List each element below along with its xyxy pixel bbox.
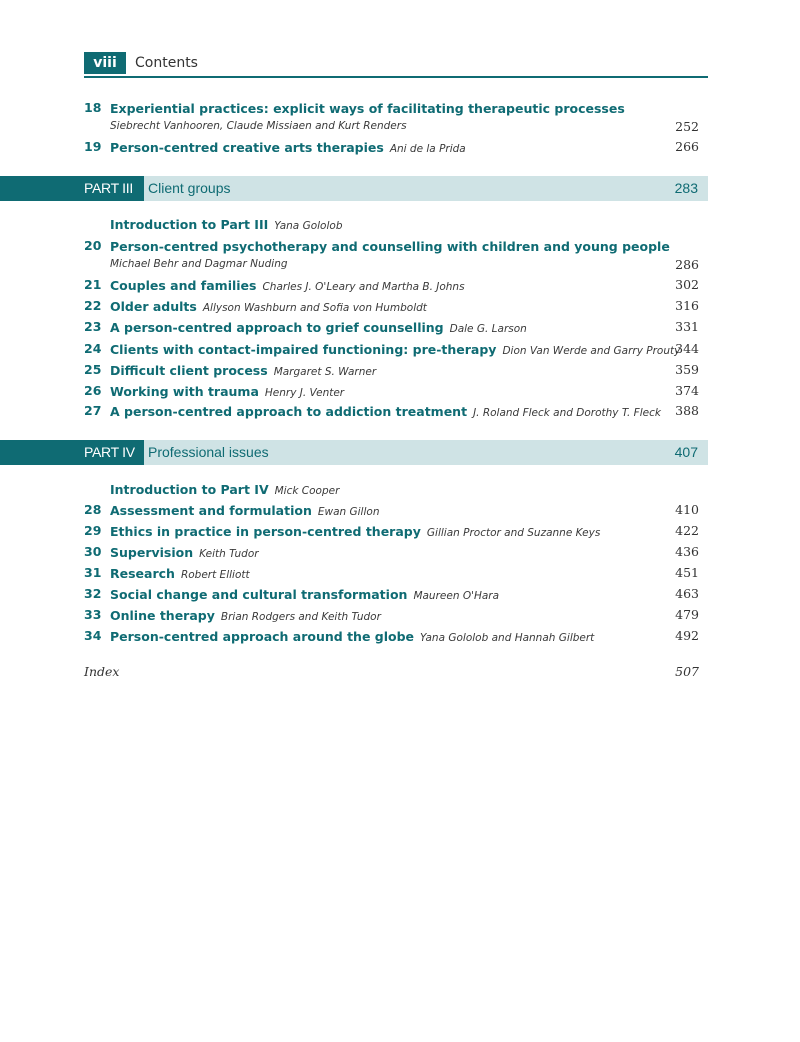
- part-title: Professional issues: [148, 444, 269, 460]
- page-number: 344: [675, 341, 699, 356]
- part-label: PART III: [84, 180, 133, 196]
- page-number: 359: [675, 362, 699, 377]
- part-title: Client groups: [148, 180, 231, 196]
- chapter-title: A person-centred approach to addiction treatment: [110, 404, 468, 419]
- chapter-number: 23: [84, 319, 102, 334]
- chapter-number: 32: [84, 586, 102, 601]
- page-number: 302: [675, 277, 699, 292]
- chapter-title: Experiential practices: explicit ways of facilitating therapeutic processes: [110, 101, 625, 116]
- chapter-title: Clients with contact-impaired functioning: pre-therapy: [110, 342, 497, 357]
- chapter-title: Working with trauma: [110, 384, 259, 399]
- part-page-number: 407: [674, 444, 698, 460]
- part-4-header[interactable]: [0, 440, 708, 465]
- chapter-authors: Ani de la Prida: [389, 143, 466, 155]
- chapter-title: Ethics in practice in person-centred therapy: [110, 524, 421, 539]
- chapter-title: Person-centred approach around the globe: [110, 629, 415, 644]
- chapter-number: 18: [84, 100, 102, 115]
- page-number: 436: [675, 544, 699, 559]
- page-number: 286: [675, 257, 699, 272]
- chapter-title: Older adults: [110, 299, 197, 314]
- chapter-number: 25: [84, 362, 102, 377]
- header-rule: [84, 76, 708, 78]
- chapter-authors: Keith Tudor: [199, 548, 259, 560]
- chapter-title: Online therapy: [110, 608, 215, 623]
- chapter-number: 30: [84, 544, 102, 559]
- chapter-title: Research: [110, 566, 175, 581]
- chapter-title: Social change and cultural transformation: [110, 587, 408, 602]
- chapter-title: Difficult client process: [110, 363, 268, 378]
- chapter-authors: Henry J. Venter: [264, 387, 345, 399]
- chapter-authors: Gillian Proctor and Suzanne Keys: [426, 527, 601, 539]
- chapter-number: 29: [84, 523, 102, 538]
- chapter-authors: Ewan Gillon: [317, 506, 380, 518]
- chapter-title: Supervision: [110, 545, 194, 560]
- page-number: 492: [675, 628, 699, 643]
- page-number: 388: [675, 403, 699, 418]
- chapter-authors: Dion Van Werde and Garry Prouty: [502, 345, 681, 357]
- chapter-title: A person-centred approach to grief counselling: [110, 320, 444, 335]
- chapter-number: 24: [84, 341, 102, 356]
- chapter-authors: Robert Elliott: [180, 569, 250, 581]
- chapter-authors: Margaret S. Warner: [273, 366, 377, 378]
- index-page-number: 507: [675, 664, 699, 679]
- part-3-header[interactable]: [0, 176, 708, 201]
- chapter-title: Person-centred psychotherapy and counselling with children and young people: [110, 239, 670, 254]
- running-header: [84, 50, 708, 78]
- page-number: 410: [675, 502, 699, 517]
- chapter-authors: Yana Gololob and Hannah Gilbert: [420, 632, 595, 644]
- chapter-number: 28: [84, 502, 102, 517]
- chapter-number: 19: [84, 139, 102, 154]
- chapter-authors: Brian Rodgers and Keith Tudor: [220, 611, 381, 623]
- chapter-authors: Michael Behr and Dagmar Nuding: [110, 258, 288, 270]
- page-number: 252: [675, 119, 699, 134]
- page-number: 316: [675, 298, 699, 313]
- chapter-authors: Allyson Washburn and Sofia von Humboldt: [202, 302, 427, 314]
- chapter-number: 27: [84, 403, 102, 418]
- page-number: 463: [675, 586, 699, 601]
- chapter-title: Couples and families: [110, 278, 257, 293]
- chapter-authors: Siebrecht Vanhooren, Claude Missiaen and Kurt Renders: [110, 120, 407, 132]
- chapter-authors: Charles J. O'Leary and Martha B. Johns: [262, 281, 465, 293]
- intro-title: Introduction to Part IV: [110, 482, 269, 497]
- chapter-number: 31: [84, 565, 102, 580]
- page-number: 451: [675, 565, 699, 580]
- page-number: 266: [675, 139, 699, 154]
- page-number: 479: [675, 607, 699, 622]
- chapter-number: 21: [84, 277, 102, 292]
- folio-number: viii: [84, 52, 126, 74]
- chapter-number: 20: [84, 238, 102, 253]
- intro-title: Introduction to Part III: [110, 217, 269, 232]
- part-page-number: 283: [674, 180, 698, 196]
- page-number: 374: [675, 383, 699, 398]
- chapter-title: Assessment and formulation: [110, 503, 312, 518]
- index-label: Index: [84, 664, 120, 679]
- chapter-number: 22: [84, 298, 102, 313]
- page-number: 422: [675, 523, 699, 538]
- chapter-authors: Maureen O'Hara: [413, 590, 500, 602]
- chapter-number: 26: [84, 383, 102, 398]
- chapter-number: 33: [84, 607, 102, 622]
- chapter-title: Person-centred creative arts therapies: [110, 140, 384, 155]
- chapter-authors: J. Roland Fleck and Dorothy T. Fleck: [473, 407, 661, 419]
- chapter-number: 34: [84, 628, 102, 643]
- intro-authors: Mick Cooper: [274, 485, 340, 497]
- chapter-authors: Dale G. Larson: [449, 323, 527, 335]
- page-number: 331: [675, 319, 699, 334]
- intro-authors: Yana Gololob: [274, 220, 343, 232]
- part-label: PART IV: [84, 444, 135, 460]
- running-title: Contents: [135, 55, 198, 71]
